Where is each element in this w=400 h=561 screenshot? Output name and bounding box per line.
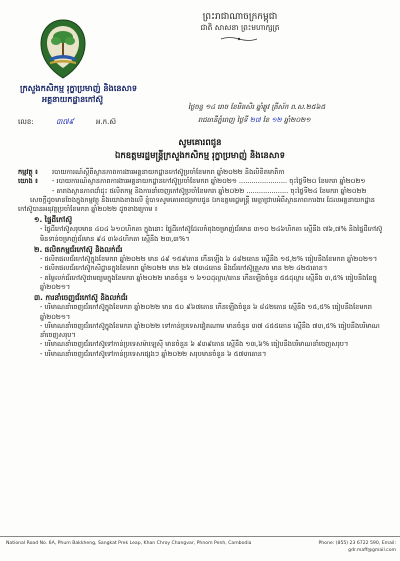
date-day: ២៧ — [249, 116, 261, 124]
date-month-label: ខែ — [262, 116, 270, 124]
reference-doc-2: - តារាងស្ថានភាពដាំដុះ ផលិតកម្ម និងការនាំចេញកៅស៊ូប្រចាំខែមករា ឆ្នាំ២០២២ .................... ចុះថ្ងៃទី២៤ ខែមករា ឆ្នាំ២០២២ — [52, 186, 367, 195]
salutation: សូមគោរពជូន — [178, 138, 222, 148]
solar-date — [198, 116, 311, 126]
national-header — [150, 12, 330, 33]
reference-suffix: អ.ក.ស៊ — [96, 118, 117, 126]
reference-prefix: លេខ: — [18, 118, 34, 126]
section-heading: ១. ផ្ទៃដីកៅស៊ូ — [34, 215, 73, 225]
section-heading: ២. ផលិតកម្មជ័រកៅស៊ូ និងលក់ជ័រ — [34, 245, 123, 255]
section-bullet: - តម្លៃលក់ជ័រកៅស៊ូជាមធ្យមក្នុងខែមករា ឆ្នាំ២០២២ មានចំនួន ១ ៦១០ដុល្លារ/តោន កើនឡើងចំនួន ៥៥ដុល្លារ ស្មើនឹង ៣,៥% ធៀបនឹងខែធ្នូ ឆ្នាំ២០២១។ — [40, 273, 377, 291]
section-bullet: - ផ្ទៃដីកៅស៊ូសរុបមាន ៤០៤ ៦១០ហិកតា ក្នុងនោះ ផ្ទៃដីកៅស៊ូដែលកំពុងចម្រាញ់ជ័រមាន ៣១០ ២៤៦ហិកតា ស្មើនឹង ៧៦,៧% និងផ្ទៃដីកៅស៊ូមិនទាន់ចម្រាញ់ជ័រមាន ៩៤ ៣៦៤ហិកតា ស្មើនឹង ២៣,៣%។ — [40, 225, 383, 243]
lunar-date: ថ្ងៃចន្ទ ១៤ រោច ខែមិគសិរ ឆ្នាំឆ្លូវ ត្រីស័ក ព.ស.២៥៦៥ — [188, 103, 326, 111]
reference-docs-label: យោង ៖ — [18, 177, 38, 186]
date-prefix: រាជធានីភ្នំពេញ ថ្ងៃទី — [198, 116, 248, 124]
intro-paragraph: សេចក្ដីដូចមានចែងក្នុងកម្មវត្ថុ និងយោងខាងលើ ខ្ញុំបាទសូមគោរពជម្រាបជូន ឯកឧត្តមរដ្ឋមន្ត្រី មេត្តាជ្រាបអំពីស្ថានភាពការងារ ដែលអគ្គនាយកដ្ឋានកៅស៊ូបានអនុវត្តប្រចាំខែមករា ឆ្នាំ២០២២ ដូចខាងក្រោម ៖ — [18, 195, 375, 214]
reference-docs-row — [18, 177, 384, 196]
ministry-name — [20, 83, 180, 105]
section-bullet: - បរិមាណនាំចេញជ័រកៅស៊ូទៅកាន់ប្រទេសផ្សេងៗ ឆ្នាំ២០២២ សរុបមានចំនួន ៦ ៥៧៣តោន។ — [40, 349, 267, 358]
recipient: ឯកឧត្តមរដ្ឋមន្ត្រីក្រសួងកសិកម្ម រុក្ខាប្រមាញ់ និងនេសាទ — [115, 151, 285, 161]
kingdom-title: ព្រះរាជាណាចក្រកម្ពុជា — [202, 12, 278, 22]
section-bullet: - ផលិតផលជ័រកៅស៊ូកសិដ្ឋានក្នុងខែមករា ឆ្នាំ២០២២ មាន ២៦ ៧៣៤តោន និងជ័រកៅស៊ូគ្រួសារ មាន ២២ ៤២៥តោន។ — [40, 264, 328, 273]
footer-contact: Phone: (855) 23 6722 590, Email: gdr.maff@gmail.com — [318, 541, 396, 553]
date-month: ១២ — [271, 116, 282, 124]
document-body — [18, 168, 384, 359]
subject-row — [18, 168, 384, 177]
ornament-divider-icon — [219, 36, 259, 42]
ministry-line1: ក្រសួងកសិកម្ម រុក្ខាប្រមាញ់ និងនេសាទ — [20, 83, 138, 93]
section-bullet: - បរិមាណនាំចេញជ័រកៅស៊ូក្នុងខែមករា ឆ្នាំ២០២២ មាន ៥០ ៩៦៧តោន កើនឡើងចំនួន ៦ ៨៤២តោន ស្មើនឹង ១៥,៥% ធៀបនឹងខែមករា ឆ្នាំ២០២១។ — [40, 303, 372, 321]
reference-doc-1: - របាយការណ៍ស្ថានភាពការងារអគ្គនាយកដ្ឋានកៅស៊ូប្រចាំខែមករា ឆ្នាំ២០២១ ....................... ចុះថ្ងៃទី២០ ខែមករា ឆ្នាំ២០២១ — [52, 177, 366, 186]
subject-text: របាយការណ៍ស្ដីពីស្ថានភាពការងារអគ្គនាយកដ្ឋានកៅស៊ូប្រចាំខែមករា ឆ្នាំ២០២២ និងលិខិតមាតិកា — [52, 168, 285, 176]
section-bullet: - បរិមាណនាំចេញជ័រកៅស៊ូទៅកាន់ប្រទេសម៉ាឡេស៊ី មានចំនួន ៦ ៩៣៩តោន ស្មើនឹង ១៣,៦% ធៀបនឹងបរិមាណនាំចេញសរុប។ — [40, 340, 349, 349]
section-bullet: - ផលិតផលជ័រកៅស៊ូក្នុងខែមករា ឆ្នាំ២០២២ មាន ៤៩ ១៥៩តោន កើនឡើង ៦ ៤៨២តោន ស្មើនឹង ១៥,២% ធៀបនឹងខែមករា ឆ្នាំ២០២១។ — [40, 255, 378, 264]
footer-address: National Road No. 6A, Phum Bakkheng, Sangkat Prek Leap, Khan Chroy Changvar, Phnom Penh, Cambodia — [6, 541, 252, 546]
reference-number: ៣៧៩ — [56, 117, 74, 126]
page-footer — [0, 536, 400, 561]
section-heading: ៣. ការនាំចេញជ័រកៅស៊ូ និងលក់ជ័រ — [34, 293, 128, 303]
ministry-logo-icon — [38, 18, 88, 80]
subject-label: កម្មវត្ថុ ៖ — [18, 168, 38, 176]
date-year: ឆ្នាំ២០២១ — [283, 116, 311, 124]
section-bullet: - បរិមាណនាំចេញជ័រកៅស៊ូក្នុងខែមករា ឆ្នាំ២០២២ ទៅកាន់ប្រទេសវៀតណាម មានចំនួន ៣៧ ៤៥៥តោន ស្មើនឹង ៧៣,៥% ធៀបនឹងបរិមាណនាំចេញសរុប។ — [40, 321, 380, 340]
national-motto: ជាតិ សាសនា ព្រះមហាក្សត្រ — [200, 23, 280, 32]
ministry-line2: អគ្គនាយកដ្ឋានកៅស៊ូ — [42, 95, 103, 104]
